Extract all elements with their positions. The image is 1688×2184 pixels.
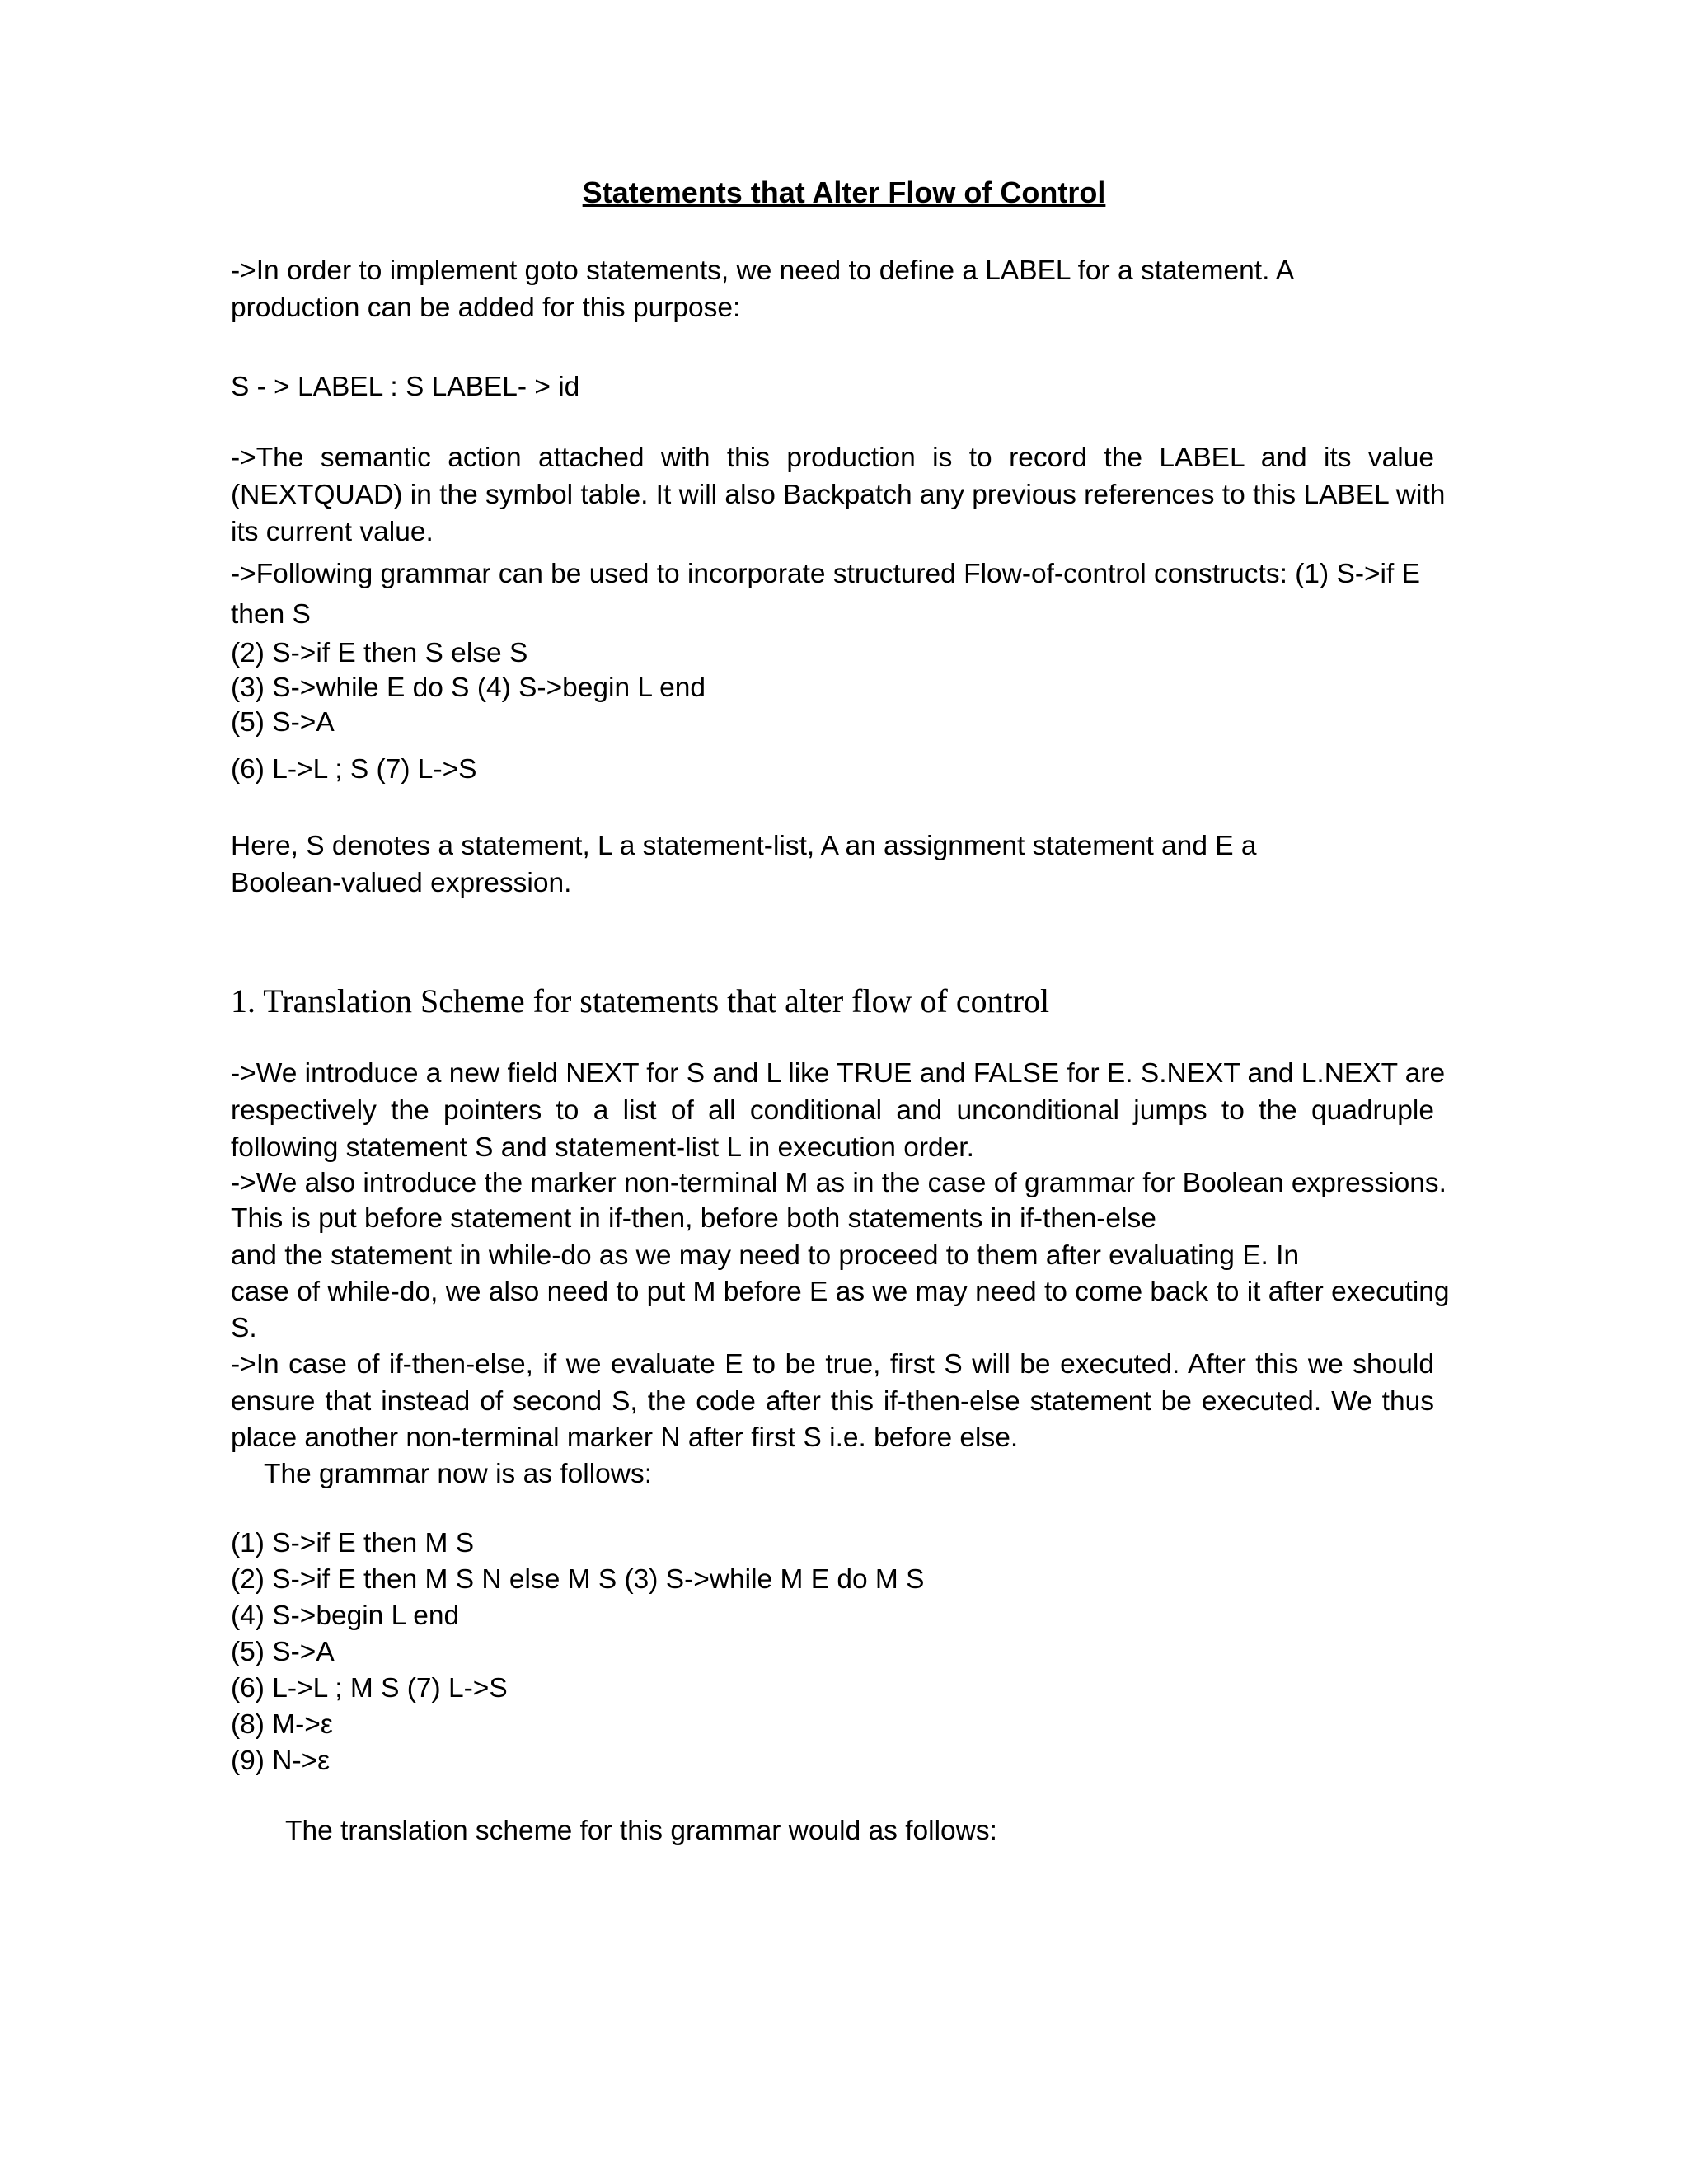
grammar1-item: (3) S->while E do S (4) S->begin L end	[231, 673, 706, 703]
grammar2-item: (5) S->A	[231, 1637, 335, 1667]
para2-line-5: S.	[231, 1313, 257, 1343]
grammar2-item: (8) M->ε	[231, 1709, 333, 1740]
intro-line-1: ->In order to implement goto statements, we need to define a LABEL for a statement. A	[231, 255, 1295, 286]
para1-line-2: respectively the pointers to a list of all conditional and unconditional jumps to the quadruple	[231, 1095, 1434, 1126]
grammar2-item: (1) S->if E then M S	[231, 1528, 475, 1558]
page-title: Statements that Alter Flow of Control	[582, 176, 1106, 209]
semantic-line-3: its current value.	[231, 517, 434, 547]
grammar1-item: (2) S->if E then S else S	[231, 638, 528, 668]
para2-line-4: case of while-do, we also need to put M before E as we may need to come back to it after executing	[231, 1277, 1450, 1307]
para3-line-3: place another non-terminal marker N after first S i.e. before else.	[231, 1422, 1019, 1453]
semantic-line-1: ->The semantic action attached with this production is to record the LABEL and its value	[231, 443, 1434, 473]
para3-line-2: ensure that instead of second S, the code after this if-then-else statement be executed. We thus	[231, 1386, 1434, 1417]
here-line-2: Boolean-valued expression.	[231, 868, 572, 898]
section-heading: 1. Translation Scheme for statements that alter flow of control	[231, 982, 1050, 1019]
semantic-line-2: (NEXTQUAD) in the symbol table. It will also Backpatch any previous references to this LABEL with	[231, 480, 1446, 510]
grammar2-item: (9) N->ε	[231, 1746, 331, 1776]
intro-line-2: production can be added for this purpose:	[231, 293, 741, 323]
here-line-1: Here, S denotes a statement, L a statement-list, A an assignment statement and E a	[231, 831, 1257, 861]
para3-line-1: ->In case of if-then-else, if we evaluate E to be true, first S will be executed. After this we should	[231, 1349, 1434, 1380]
para1-line-1: ->We introduce a new field NEXT for S and L like TRUE and FALSE for E. S.NEXT and L.NEXT are	[231, 1058, 1446, 1089]
grammar2-item: (2) S->if E then M S N else M S (3) S->while M E do M S	[231, 1564, 925, 1595]
grammar1-item: (6) L->L ; S (7) L->S	[231, 754, 477, 785]
grammar1-item: (5) S->A	[231, 707, 335, 738]
para2-line-2: This is put before statement in if-then, before both statements in if-then-else	[231, 1203, 1156, 1234]
following-line-1: ->Following grammar can be used to incorporate structured Flow-of-control constructs: (1) S->if E	[231, 559, 1420, 589]
para1-line-3: following statement S and statement-list L in execution order.	[231, 1132, 974, 1163]
translation-scheme-intro: The translation scheme for this grammar would as follows:	[285, 1816, 997, 1846]
para2-line-1: ->We also introduce the marker non-terminal M as in the case of grammar for Boolean expressions.	[231, 1168, 1447, 1198]
para2-line-3: and the statement in while-do as we may need to proceed to them after evaluating E. In	[231, 1240, 1300, 1271]
grammar-now-label: The grammar now is as follows:	[264, 1459, 653, 1489]
following-line-2: then S	[231, 599, 311, 630]
grammar2-item: (6) L->L ; M S (7) L->S	[231, 1673, 508, 1704]
grammar2-item: (4) S->begin L end	[231, 1601, 460, 1631]
label-production: S - > LABEL : S LABEL- > id	[231, 372, 580, 402]
